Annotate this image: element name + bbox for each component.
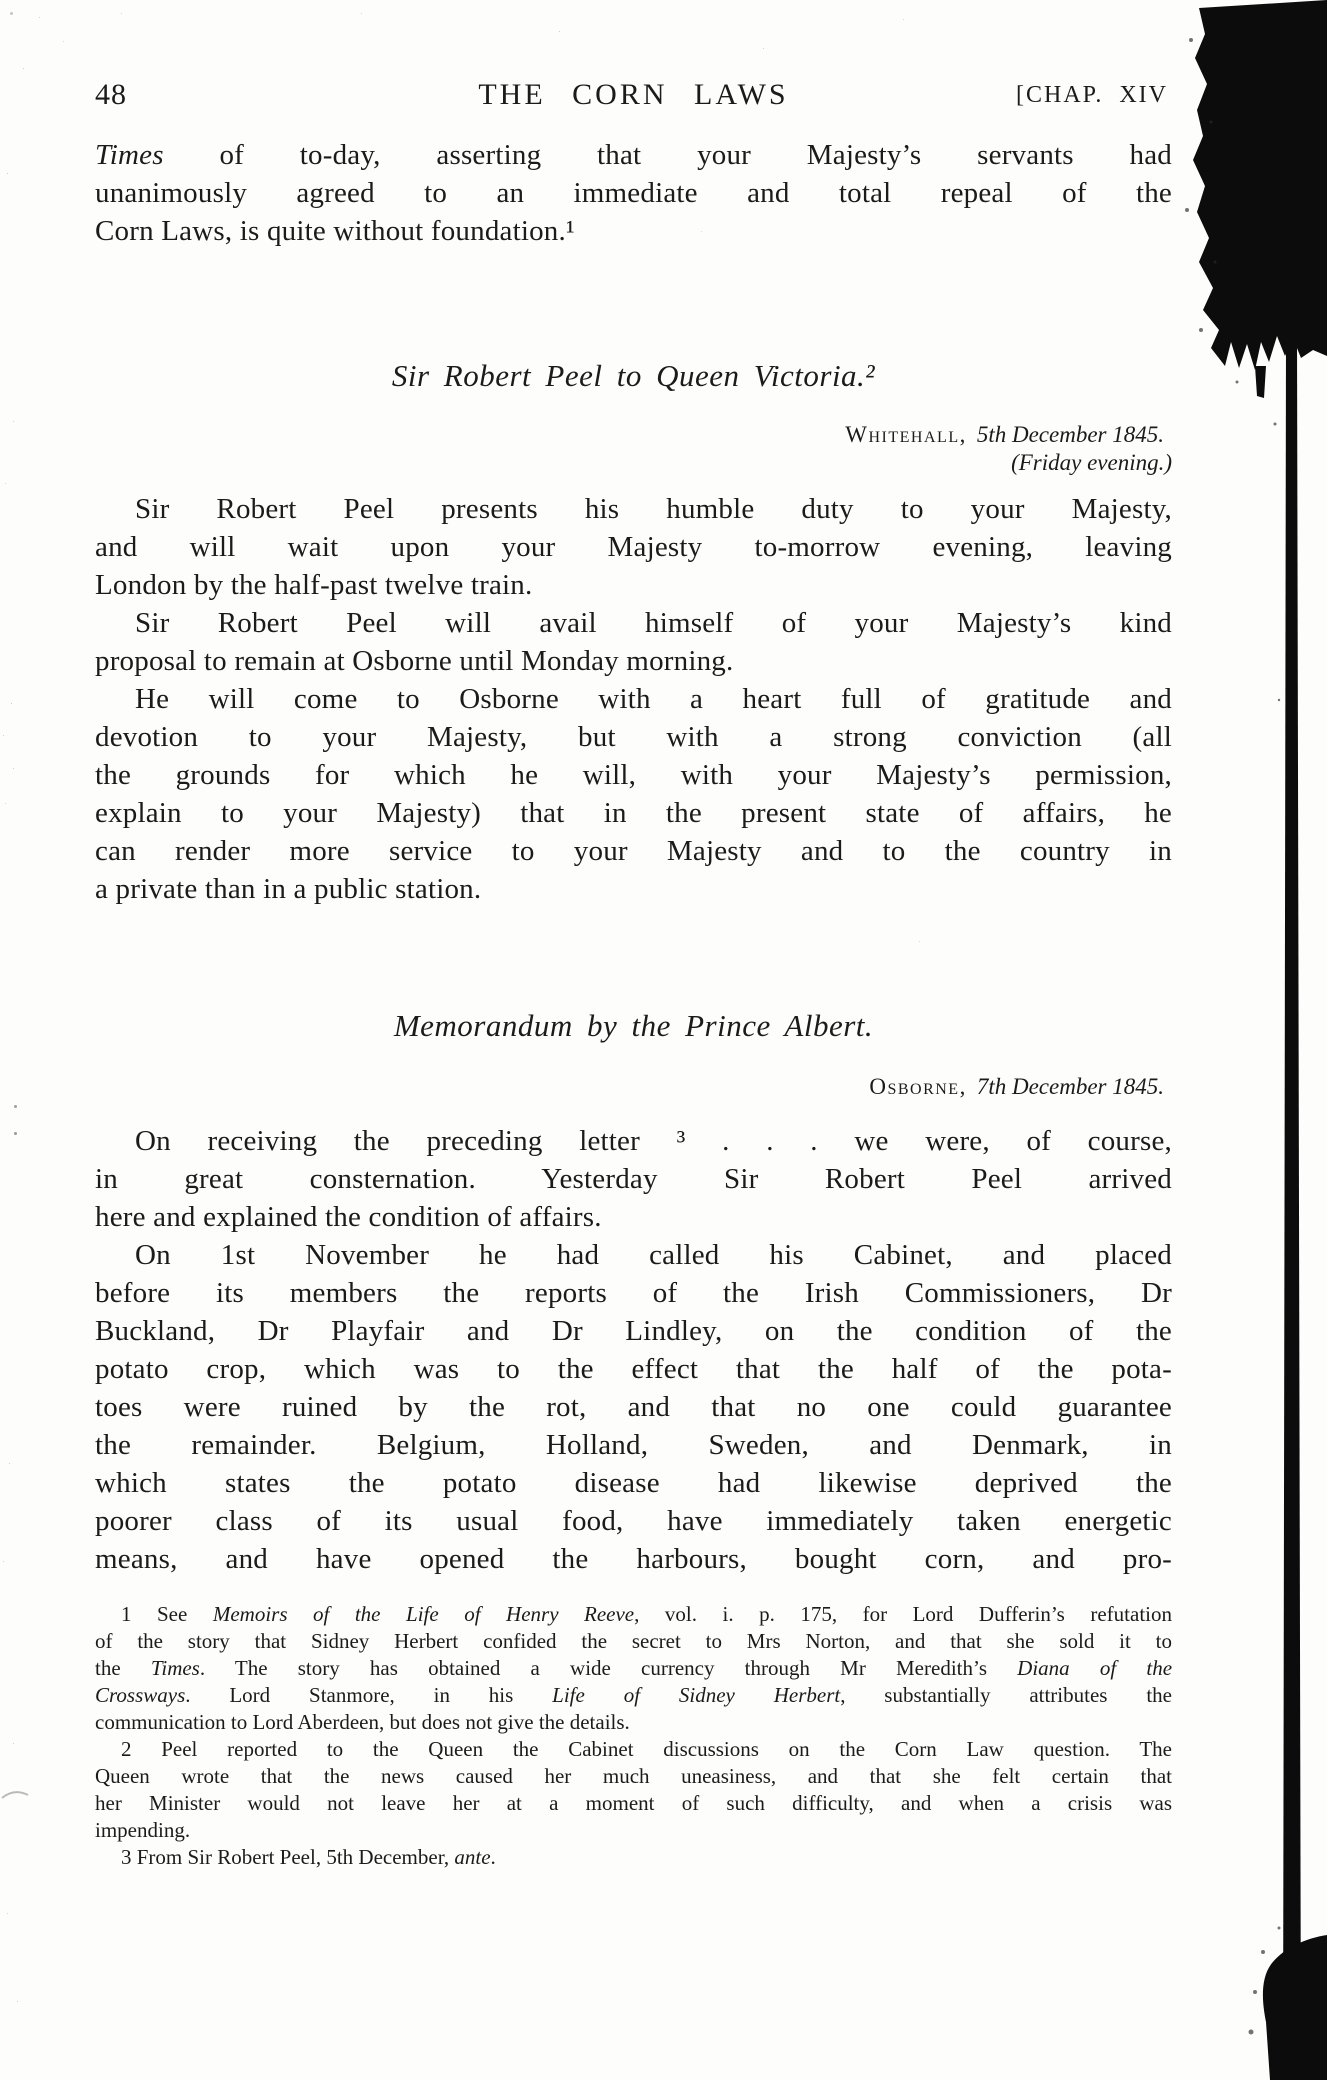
intro-paragraph bbox=[95, 136, 1172, 250]
text-line: proposal to remain at Osborne until Monday morning. bbox=[95, 645, 734, 677]
text-line: which states the potato disease had likewise deprived the bbox=[95, 1467, 1172, 1499]
margin-smudge bbox=[0, 1780, 40, 1810]
text-line: 1 See Memoirs of the Life of Henry Reeve, vol. i. p. 175, for Lord Dufferin’s refutation bbox=[121, 1602, 1172, 1626]
text-line: Sir Robert Peel will avail himself of your Majesty’s kind bbox=[135, 607, 1172, 639]
text-line: Times of to-day, asserting that your Majesty’s servants had bbox=[95, 139, 1172, 171]
text-line: of the story that Sidney Herbert confided the secret to Mrs Norton, and that she sold it to bbox=[95, 1629, 1172, 1653]
page-header bbox=[95, 78, 1172, 114]
text-line: London by the half-past twelve train. bbox=[95, 569, 533, 601]
text-line: the grounds for which he will, with your Majesty’s permission, bbox=[95, 759, 1172, 791]
letter-dateline bbox=[95, 421, 1172, 448]
memorandum-place: Osborne, bbox=[869, 1074, 967, 1099]
text-line: can render more service to your Majesty and to the country in bbox=[95, 835, 1172, 867]
text-line: explain to your Majesty) that in the present state of affairs, he bbox=[95, 797, 1172, 829]
text-line: and will wait upon your Majesty to-morrow evening, leaving bbox=[95, 531, 1172, 563]
memorandum-heading: Memorandum by the Prince Albert. bbox=[393, 1008, 874, 1043]
text-line: Queen wrote that the news caused her much uneasiness, and that she felt certain that bbox=[95, 1764, 1172, 1788]
text-line: in great consternation. Yesterday Sir Robert Peel arrived bbox=[95, 1163, 1172, 1195]
letter-place: Whitehall, bbox=[845, 422, 967, 447]
memorandum-body bbox=[95, 1122, 1172, 1578]
footnotes bbox=[95, 1601, 1172, 1871]
text-line: Crossways. Lord Stanmore, in his Life of Sidney Herbert, substantially attributes the bbox=[95, 1683, 1172, 1707]
letter-body bbox=[95, 490, 1172, 908]
memorandum-dateline bbox=[95, 1073, 1172, 1100]
text-line: before its members the reports of the Irish Commissioners, Dr bbox=[95, 1277, 1172, 1309]
letter-date: 5th December 1845. bbox=[976, 422, 1164, 447]
letter-subdate: (Friday evening.) bbox=[1011, 450, 1172, 475]
letter-heading: Sir Robert Peel to Queen Victoria.² bbox=[391, 358, 876, 393]
text-line: unanimously agreed to an immediate and total repeal of the bbox=[95, 177, 1172, 209]
text-line: Sir Robert Peel presents his humble duty to your Majesty, bbox=[135, 493, 1172, 525]
text-line: Corn Laws, is quite without foundation.¹ bbox=[95, 215, 575, 247]
text-line: means, and have opened the harbours, bought corn, and pro- bbox=[95, 1543, 1172, 1575]
text-line: a private than in a public station. bbox=[95, 873, 482, 905]
text-line: impending. bbox=[95, 1818, 191, 1842]
text-line: the remainder. Belgium, Holland, Sweden, and Denmark, in bbox=[95, 1429, 1172, 1461]
text-line: 2 Peel reported to the Queen the Cabinet discussions on the Corn Law question. The bbox=[121, 1737, 1172, 1761]
text-line: here and explained the condition of affairs. bbox=[95, 1201, 602, 1233]
text-line: On 1st November he had called his Cabinet, and placed bbox=[135, 1239, 1172, 1271]
chapter-marker: [CHAP. XIV bbox=[1015, 82, 1168, 108]
text-line: communication to Lord Aberdeen, but does not give the details. bbox=[95, 1710, 630, 1734]
text-line: the Times. The story has obtained a wide currency through Mr Meredith’s Diana of the bbox=[95, 1656, 1173, 1680]
paper-speckles bbox=[10, 12, 13, 15]
text-line: 3 From Sir Robert Peel, 5th December, ante. bbox=[121, 1845, 496, 1869]
text-line: her Minister would not leave her at a moment of such difficulty, and when a crisis was bbox=[95, 1791, 1172, 1815]
text-line: toes were ruined by the rot, and that no one could guarantee bbox=[95, 1391, 1172, 1423]
scan-gutter-artifact bbox=[1167, 0, 1327, 2080]
text-line: devotion to your Majesty, but with a strong conviction (all bbox=[95, 721, 1172, 753]
text-line: potato crop, which was to the effect that the half of the pota- bbox=[95, 1353, 1172, 1385]
text-line: He will come to Osborne with a heart full of gratitude and bbox=[135, 683, 1172, 715]
text-line: Buckland, Dr Playfair and Dr Lindley, on the condition of the bbox=[95, 1315, 1172, 1347]
memorandum-date: 7th December 1845. bbox=[976, 1074, 1164, 1099]
text-line: poorer class of its usual food, have immediately taken energetic bbox=[95, 1505, 1172, 1537]
page-number: 48 bbox=[95, 78, 127, 111]
text-line: On receiving the preceding letter ³ . . . we were, of course, bbox=[135, 1125, 1172, 1157]
running-title: THE CORN LAWS bbox=[478, 78, 789, 111]
